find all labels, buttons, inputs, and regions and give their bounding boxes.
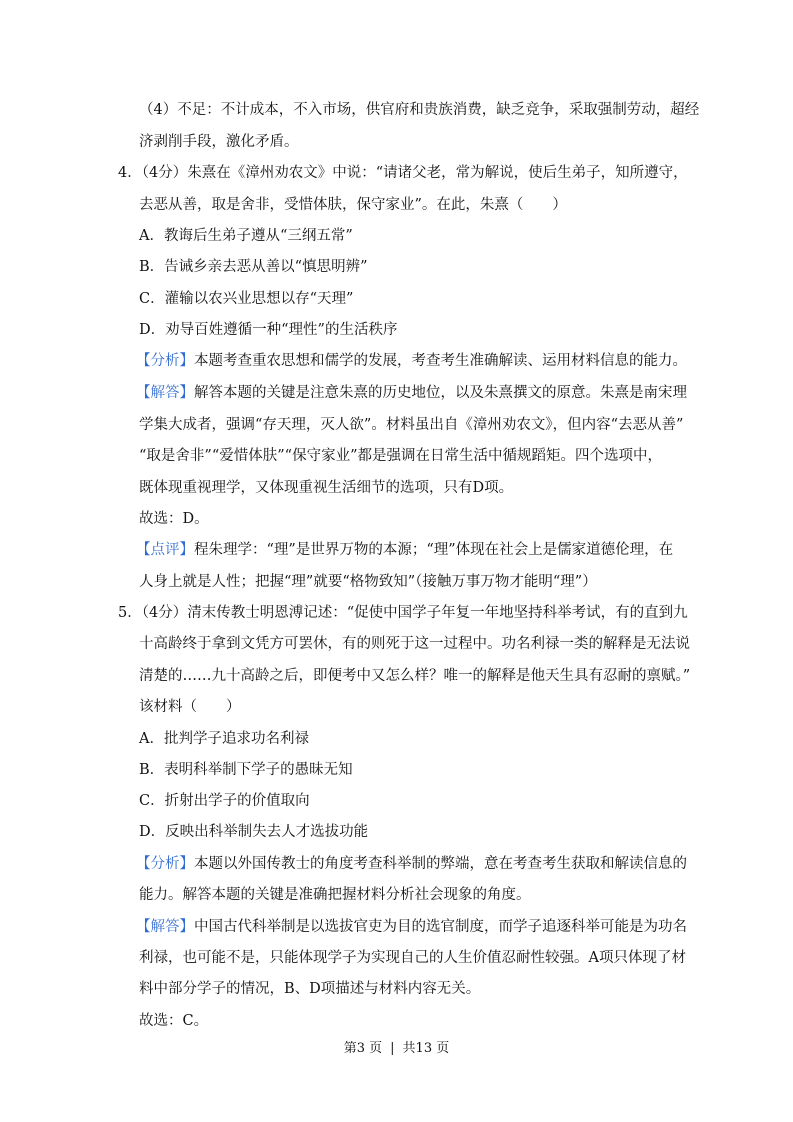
q5-stem-line-4: 该材料（ ） xyxy=(139,699,241,715)
q5-choice: 故选：C。 xyxy=(139,1013,209,1029)
q3-tail-line-1: （4）不足：不计成本，不入市场，供官府和贵族消费，缺乏竞争，采取强制劳动，超经 xyxy=(139,102,700,118)
q4-choice: 故选：D。 xyxy=(139,511,209,527)
q4-stem-line-2: 去恶从善，取是舍非，受惜体肤，保守家业”。在此，朱熹（ ） xyxy=(139,197,567,213)
analysis-text: 本题以外国传教士的角度考查科举制的弊端，意在考查考生获取和解读信息的 xyxy=(194,856,687,872)
page-total: 共13 页 xyxy=(402,1041,450,1056)
q5-answer-line-2: 利禄，也可能不是，只能体现学子为实现自己的人生价值忍耐性较强。A项只体现了材 xyxy=(139,950,686,966)
q4-stem-line-1: 4．（4分）朱熹在《漳州劝农文》中说：“请诸父老，常为解说，使后生弟子，知所遵守， xyxy=(118,165,688,181)
q4-comment-line-2: 人身上就是人性；把握“理”就要“格物致知”（接触万事万物才能明“理”） xyxy=(139,574,597,590)
q5-option-a: A．批判学子追求功名利禄 xyxy=(139,731,309,747)
comment-text: 程朱理学：“理”是世界万物的本源；“理”体现在社会上是儒家道德伦理，在 xyxy=(194,542,674,558)
answer-tag: 【解答】 xyxy=(136,919,194,935)
q4-option-d: D．劝导百姓遵循一种“理性”的生活秩序 xyxy=(139,322,398,338)
page-footer xyxy=(0,1040,793,1058)
q4-option-b: B．告诫乡亲去恶从善以“慎思明辨” xyxy=(139,259,368,275)
q3-tail-line-2: 济剥削手段，激化矛盾。 xyxy=(139,134,299,150)
analysis-text: 本题考查重农思想和儒学的发展，考查考生准确解读、运用材料信息的能力。 xyxy=(194,353,687,369)
q5-option-d: D．反映出科举制失去人才选拔功能 xyxy=(139,824,369,840)
q5-stem-line-3: 清楚的……九十高龄之后，即便考中又怎么样？唯一的解释是他天生具有忍耐的禀赋。” xyxy=(139,668,691,684)
answer-text: 中国古代科举制是以选拔官吏为目的选官制度，而学子追逐科举可能是为功名 xyxy=(194,919,687,935)
q5-stem-line-2: 十高龄终于拿到文凭方可罢休，有的则死于这一过程中。功名利禄一类的解释是无法说 xyxy=(139,636,690,652)
q4-answer-line-1 xyxy=(0,383,793,403)
analysis-tag: 【分析】 xyxy=(136,353,194,369)
page-separator: | xyxy=(390,1041,395,1056)
q5-analysis-line-2: 能力。解答本题的关键是准确把握材料分析社会现象的角度。 xyxy=(139,887,531,903)
q4-analysis xyxy=(0,351,793,371)
answer-text: 解答本题的关键是注意朱熹的历史地位，以及朱熹撰文的原意。朱熹是南宋理 xyxy=(194,385,687,401)
q5-option-c: C．折射出学子的价值取向 xyxy=(139,793,310,809)
answer-tag: 【解答】 xyxy=(136,385,194,401)
q5-stem-line-1: 5．（4分）清末传教士明恩溥记述：“促使中国学子年复一年地坚持科举考试，有的直到九 xyxy=(118,605,688,621)
q5-option-b: B．表明科举制下学子的愚昧无知 xyxy=(139,762,353,778)
q4-option-c: C．灌输以农兴业思想以存“天理” xyxy=(139,291,354,307)
q4-option-a: A．教诲后生弟子遵从“三纲五常” xyxy=(139,228,353,244)
analysis-tag: 【分析】 xyxy=(136,856,194,872)
q4-answer-line-4: 既体现重视理学，又体现重视生活细节的选项，只有D项。 xyxy=(139,480,514,496)
q5-answer-line-3: 料中部分学子的情况，B、D项描述与材料内容无关。 xyxy=(139,981,481,997)
q4-comment-line-1 xyxy=(0,540,793,560)
q5-analysis-line-1 xyxy=(0,854,793,874)
q5-answer-line-1 xyxy=(0,917,793,937)
q4-answer-line-2: 学集大成者，强调“存天理，灭人欲”。材料虽出自《漳州劝农文》，但内容“去恶从善” xyxy=(139,417,684,433)
comment-tag: 【点评】 xyxy=(136,542,194,558)
q4-answer-line-3: “取是舍非”“爱惜体肤”“保守家业”都是强调在日常生活中循规蹈矩。四个选项中， xyxy=(139,448,662,464)
page-current: 第3 页 xyxy=(343,1041,383,1056)
